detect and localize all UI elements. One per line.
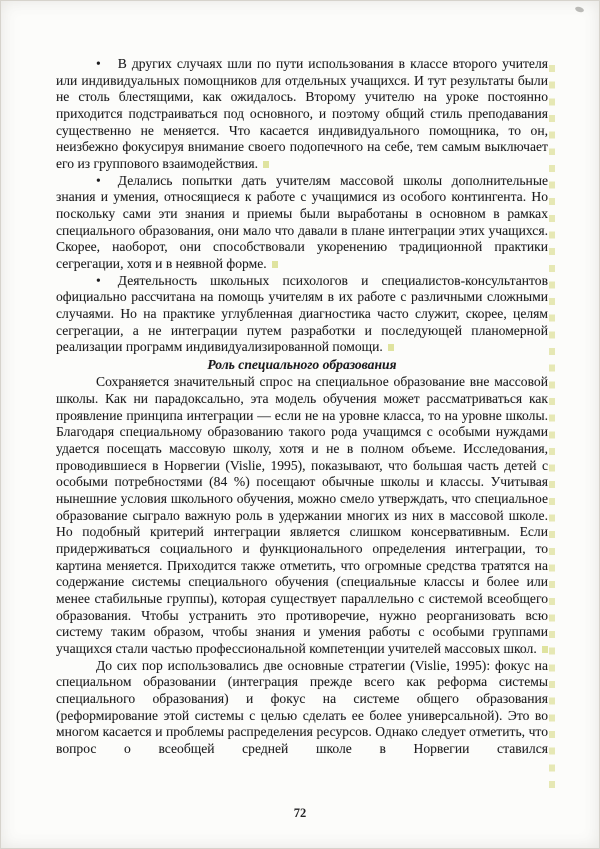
bullet-item: [56, 273, 548, 356]
paragraph-text: До сих пор использовались две основные стратегии (Vislie, 1995): фокус на специальном образовании (интеграция прежде всего как реформа системы специального образования) и фокус на системе общего образования (реформирование этой системы с целью сделать ее более универсальной). Это во многом касается и проблемы распределения ресурсов. Однако следует отметить, что вопрос о всеобщей средней школе в Норвегии ставился: [56, 657, 548, 756]
bullet-icon: •: [96, 172, 101, 188]
bullet-icon: •: [96, 56, 101, 71]
scan-artifact-strip: [549, 58, 555, 790]
body-paragraph: [56, 374, 548, 657]
body-paragraph: [56, 658, 548, 758]
bullet-text: Деятельность школьных психологов и специалистов-консультантов официально рассчитана на помощь учителям в их работе с различными сложными случаями. Но на практике углубленная диагностика часто служит, скорее, целям сегрегации, а не интеграции путем разработки и последующей планомерной реализации программ индивидуализированной помощи.: [56, 272, 548, 355]
bullet-icon: •: [96, 272, 101, 288]
paragraph-text: Сохраняется значительный спрос на специальное образование вне массовой школы. Как ни парадоксально, эта модель обучения может рассматриваться как проявление принципа интеграции — если не на уровне класса, то на уровне школы. Благодаря специальному образованию такого рода учащимся с особыми нуждами удается посещать массовую школу, хотя и не в полном объеме. Исследования, проводившиеся в Норвегии (Vislie, 1995), показывают, что большая часть детей с особыми потребностями (84 %) посещают обычные школы и классы. Учитывая нынешние условия школьного обучения, можно смело утверждать, что специальное образование сыграло важную роль в удержании многих из них в массовой школе. Но подобный критерий интеграции является слишком консервативным. Если придерживаться социального и функционального определения интеграции, то картина меняется. Приходится также отметить, что огромные средства тратятся на содержание системы специального обучения (специальные классы и более или менее стабильные группы), которая существует параллельно с системой всеобщего образования. Чтобы устранить это противоречие, нужно реорганизовать всю систему таким образом, чтобы знания и умения работы с особыми группами учащихся стали частью профессиональной компетенции учителей массовых школ.: [56, 374, 548, 656]
bullet-text: В других случаях шли по пути использования в классе второго учителя или индивидуальных помощников для отдельных учащихся. И тут результаты были не столь блестящими, как ожидалось. Второму учителю на уроке постоянно приходится подстраиваться под основного, и поэтому общий стиль преподавания существенно не меняется. Что касается индивидуального помощника, то он, неизбежно фокусируя внимание своего подопечного на себе, тем самым выключает его из группового взаимодействия.: [56, 56, 548, 171]
bullet-item: [56, 56, 548, 173]
scan-speck: [574, 6, 584, 14]
text-block: [56, 56, 548, 758]
section-heading: Роль специального образования: [207, 356, 397, 372]
page-number: 72: [293, 806, 307, 820]
bullet-text: Делались попытки дать учителям массовой школы дополнительные знания и умения, относящиеся к работе с учащимися из особого контингента. Но поскольку сами эти знания и приемы были выработаны в основном в рамках специального образования, они мало что давали в плане интеграции этих учащихся. Скорее, наоборот, они способствовали укоренению традиционной практики сегрегации, хотя и в неявной форме.: [56, 172, 548, 271]
bullet-item: [56, 173, 548, 273]
